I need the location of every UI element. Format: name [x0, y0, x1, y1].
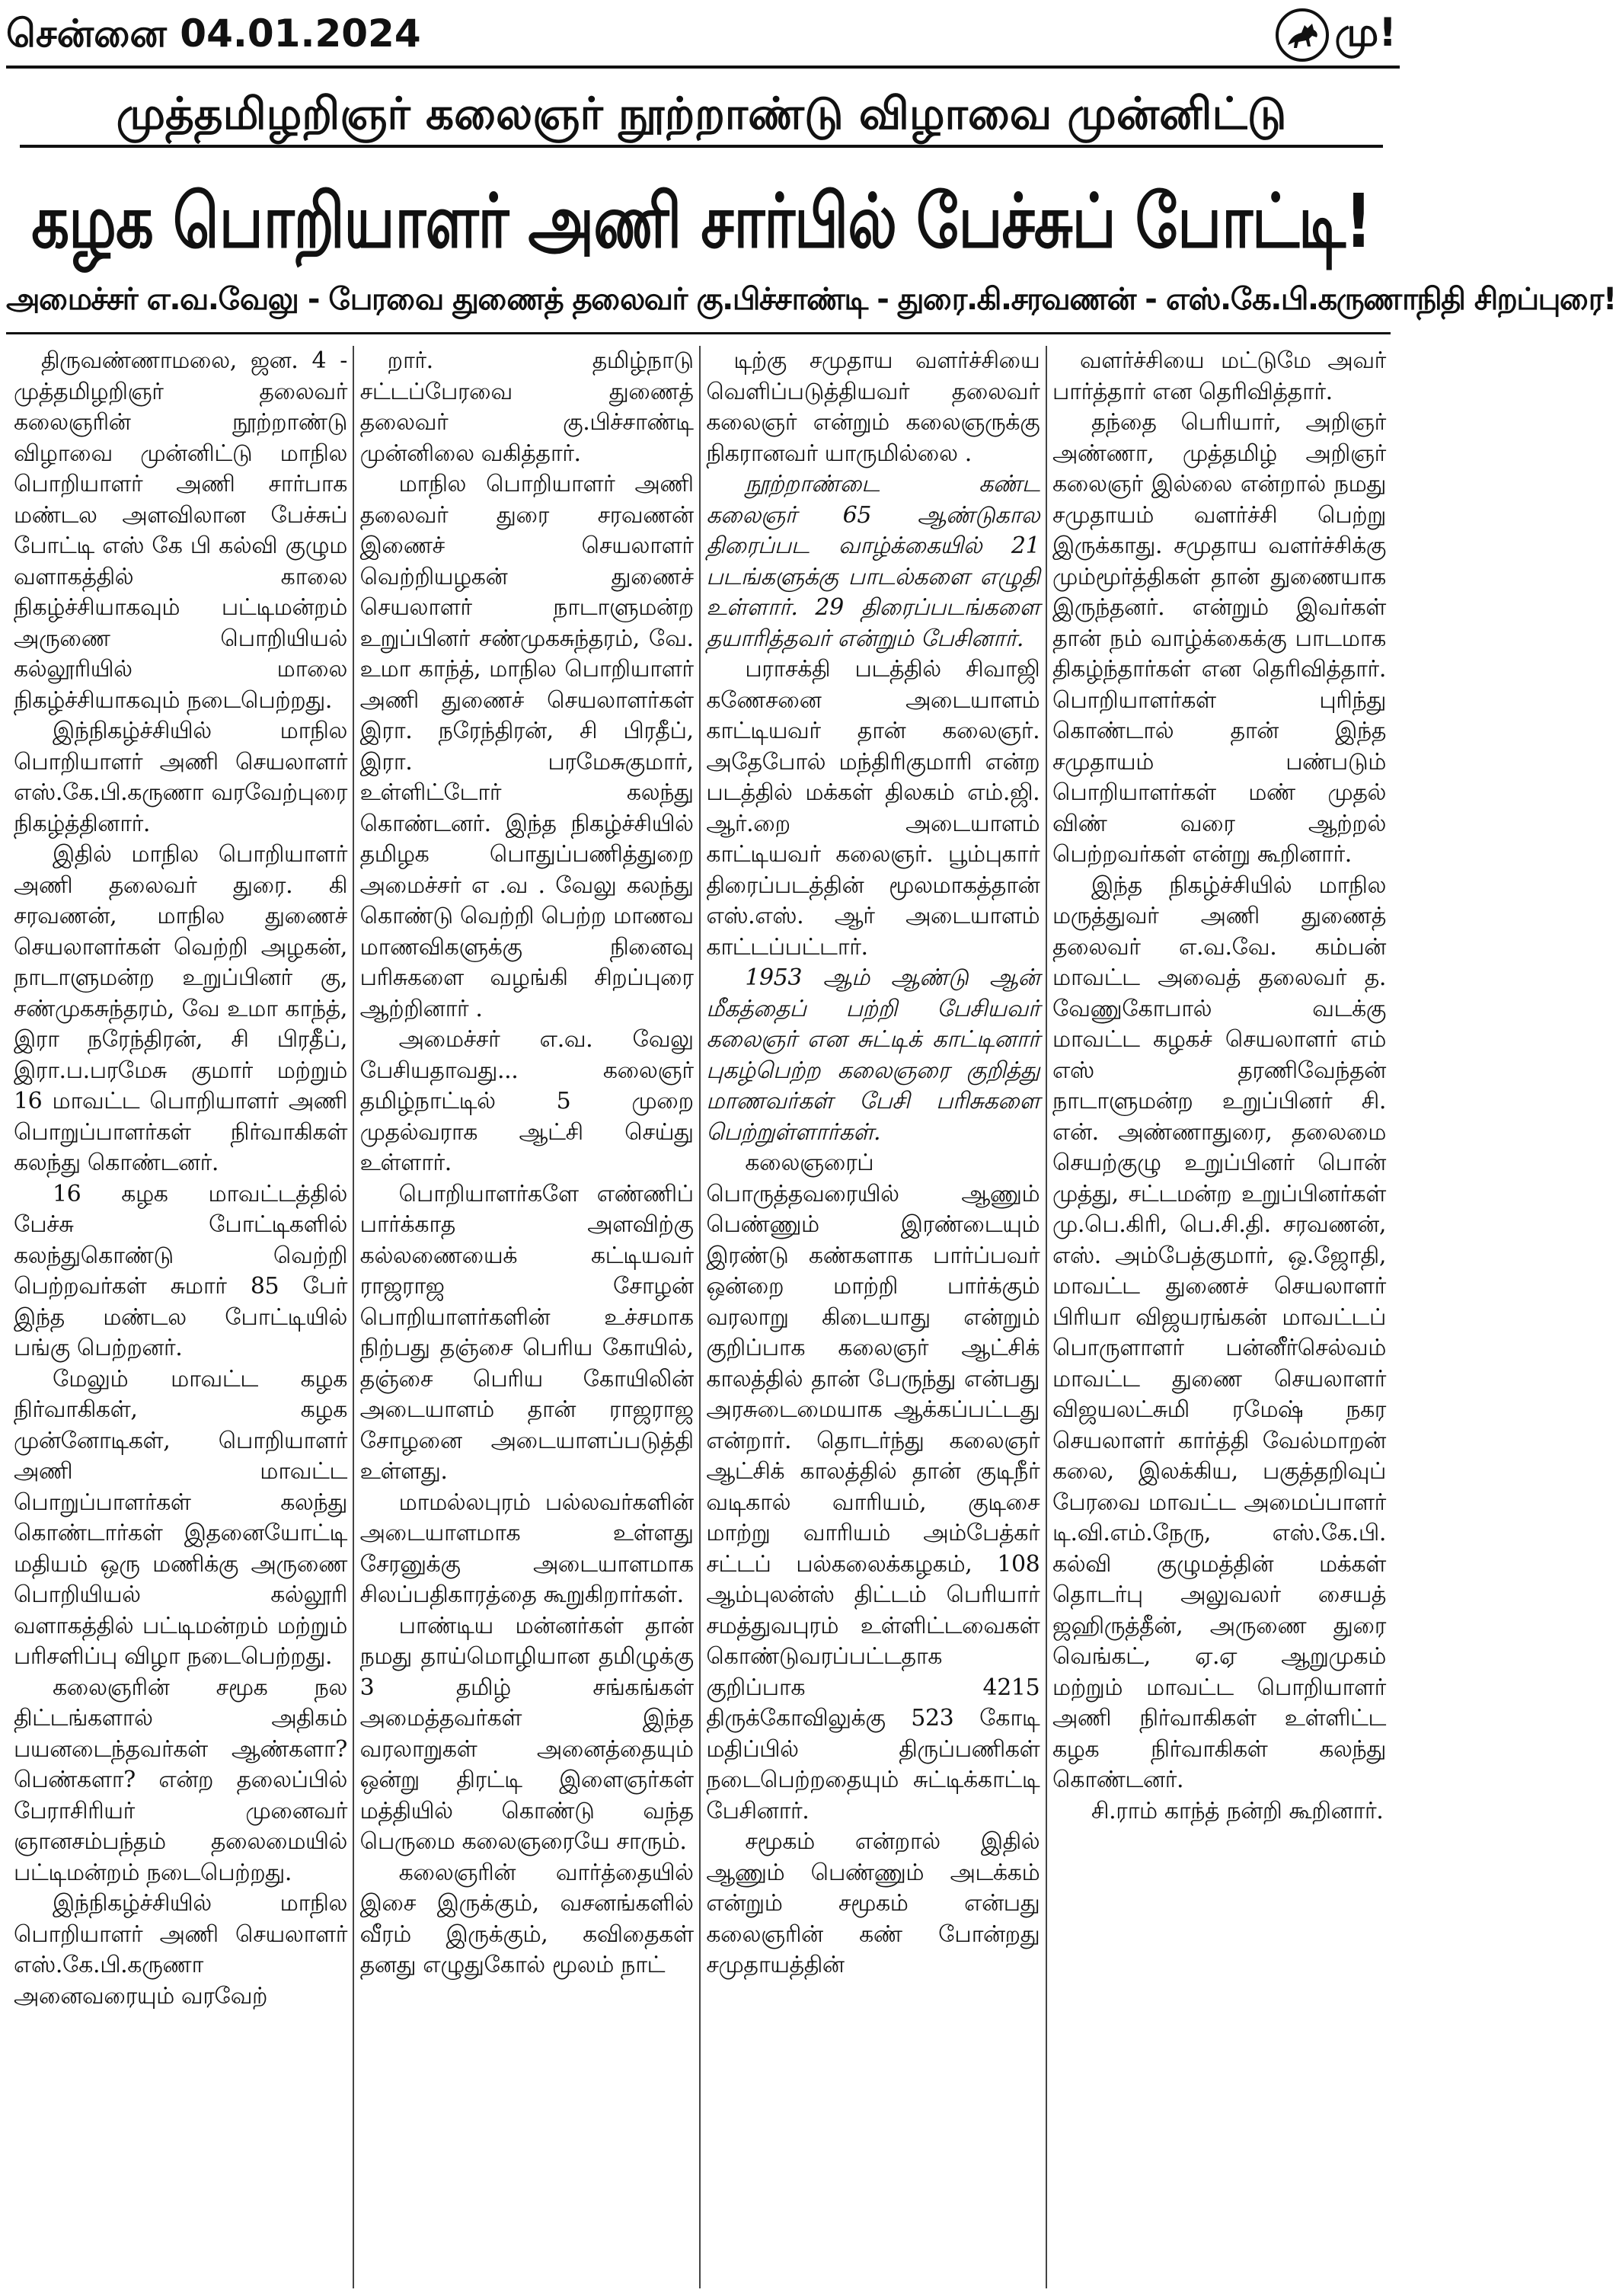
main-headline: கழக பொறியாளர் அணி சார்பில் பேச்சுப் போட்டி!	[31, 179, 1372, 265]
paragraph: தந்தை பெரியார், அறிஞர் அண்ணா, முத்தமிழ் அறிஞர் கலைஞர் இல்லை என்றால் நமது சமுதாயம் வளர்ச்சி பெற்று இருக்காது. சமுதாய வளர்ச்சிக்கு மும்மூர்த்திகள் தான் துணையாக இருந்தனர். என்றும் இவர்கள் தான் நம் வாழ்க்கைக்கு பாடமாக திகழ்ந்தார்கள் என தெரிவித்தார். பொறியாளர்கள் புரிந்து கொண்டால் தான் இந்த சமுதாயம் பண்படும் பொறியாளர்கள் மண் முதல் விண் வரை ஆற்றல் பெற்றவர்கள் என்று கூறினார்.	[1052, 409, 1386, 868]
paragraph: பாண்டிய மன்னர்கள் தான் நமது தாய்மொழியான தமிழுக்கு 3 தமிழ் சங்கங்கள் அமைத்தவர்கள் இந்த வரலாறுகள் அனைத்தையும் ஒன்று திரட்டி இளைஞர்கள் மத்தியில் கொண்டு வந்த பெருமை கலைஞரையே சாரும்.	[359, 1612, 694, 1855]
paragraph: சமூகம் என்றால் இதில் ஆணும் பெண்ணும் அடக்கம் என்றும் சமூகம் என்பது கலைஞரின் கண் போன்றது சமுதாயத்தின்	[706, 1828, 1040, 1978]
article-body	[14, 346, 1386, 2288]
paragraph: 16 கழக மாவட்டத்தில் பேச்சு போட்டிகளில் கலந்துகொண்டு வெற்றி பெற்றவர்கள் சுமார் 85 பேர் இந்த மண்டல போட்டியில் பங்கு பெற்றனர்.	[14, 1180, 347, 1361]
paragraph: பொறியாளர்களே எண்ணிப் பார்க்காத அளவிற்கு கல்லணையைக் கட்டியவர் ராஜராஜ சோழன் பொறியாளர்களின் உச்சமாக நிற்பது தஞ்சை பெரிய கோயில், தஞ்சை பெரிய கோயிலின் அடையாளம் தான் ராஜராஜ சோழனை அடையாளப்படுத்தி உள்ளது.	[359, 1180, 694, 1485]
paragraph: இதில் மாநில பொறியாளர் அணி தலைவர் துரை. கி சரவணன், மாநில துணைச் செயலாளர்கள் வெற்றி அழகன், நாடாளுமன்ற உறுப்பினர் கு, சண்முகசுந்தரம், வே உமா காந்த், இரா நரேந்திரன், சி பிரதீப், இரா.ப.பரமேசு குமார் மற்றும் 16 மாவட்ட பொறியாளர் அணி பொறுப்பாளர்கள் நிர்வாகிகள் கலந்து கொண்டனர்.	[14, 841, 347, 1176]
paragraph: கலைஞரைப் பொருத்தவரையில் ஆணும் பெண்ணும் இரண்டையும் இரண்டு கண்களாக பார்ப்பவர் ஒன்றை மாற்றி பார்க்கும் வரலாறு கிடையாது என்றும் குறிப்பாக கலைஞர் ஆட்சிக் காலத்தில் தான் பேருந்து என்பது அரசுடைமையாக ஆக்கப்பட்டது என்றார். தொடர்ந்து கலைஞர் ஆட்சிக் காலத்தில் தான் குடிநீர் வடிகால் வாரியம், குடிசை மாற்று வாரியம் அம்பேத்கர் சட்டப் பல்கலைக்கழகம், 108 ஆம்புலன்ஸ் திட்டம் பெரியார் சமத்துவபுரம் உள்ளிட்டவைகள் கொண்டுவரப்பட்டதாக குறிப்பாக 4215 திருக்கோவிலுக்கு 523 கோடி மதிப்பில் திருப்பணிகள் நடைபெற்றதையும் சுட்டிக்காட்டி பேசினார்.	[706, 1150, 1040, 1824]
dateline: சென்னை 04.01.2024	[6, 11, 421, 56]
paragraph: திருவண்ணாமலை, ஜன. 4 - முத்தமிழறிஞர் தலைவர் கலைஞரின் நூற்றாண்டு விழாவை முன்னிட்டு மாநில பொறியாளர் அணி சார்பாக மண்டல அளவிலான பேச்சுப் போட்டி எஸ் கே பி கல்வி குழும வளாகத்தில் காலை நிகழ்ச்சியாகவும் பட்டிமன்றம் அருணை பொறியியல் கல்லூரியில் மாலை நிகழ்ச்சியாகவும் நடைபெற்றது.	[14, 347, 347, 714]
paragraph: கலைஞரின் சமூக நல திட்டங்களால் அதிகம் பயனடைந்தவர்கள் ஆண்களா? பெண்களா? என்ற தலைப்பில் பேராசிரியர் முனைவர் ஞானசம்பந்தம் தலைமையில் பட்டிமன்றம் நடைபெற்றது.	[14, 1674, 347, 1886]
paragraph: கலைஞரின் வார்த்தையில் இசை இருக்கும், வசனங்களில் வீரம் இருக்கும், கவிதைகள் தனது எழுதுகோல் மூலம் நாட்	[359, 1859, 694, 1978]
paragraph: அமைச்சர் எ.வ. வேலு பேசியதாவது... கலைஞர் தமிழ்நாட்டில் 5 முறை முதல்வராக ஆட்சி செய்து உள்ளார்.	[359, 1026, 694, 1176]
column-4	[1052, 346, 1386, 2288]
paragraph: இந்த நிகழ்ச்சியில் மாநில மருத்துவர் அணி துணைத் தலைவர் எ.வ.வே. கம்பன் மாவட்ட அவைத் தலைவர் த. வேணுகோபால் வடக்கு மாவட்ட கழகச் செயலாளர் எம் எஸ் தரணிவேந்தன் நாடாளுமன்ற உறுப்பினர் சி. என். அண்ணாதுரை, தலைமை செயற்குழு உறுப்பினர் பொன் முத்து, சட்டமன்ற உறுப்பினர்கள் மு.பெ.கிரி, பெ.சி.தி. சரவணன், எஸ். அம்பேத்குமார், ஒ.ஜோதி, மாவட்ட துணைச் செயலாளர் பிரியா விஜயரங்கன் மாவட்டப் பொருளாளர் பன்னீர்செல்வம் மாவட்ட துணை செயலாளர் விஜயலட்சுமி ரமேஷ் நகர செயலாளர் கார்த்தி வேல்மாறன் கலை, இலக்கிய, பகுத்தறிவுப் பேரவை மாவட்ட அமைப்பாளர் டி.வி.எம்.நேரு, எஸ்.கே.பி. கல்வி குழுமத்தின் மக்கள் தொடர்பு அலுவலர் சையத் ஜஹிருத்தீன், அருணை துரை வெங்கட், ஏ.ஏ ஆறுமுகம் மற்றும் மாவட்ட பொறியாளர் அணி நிர்வாகிகள் உள்ளிட்ட கழக நிர்வாகிகள் கலந்து கொண்டனர்.	[1052, 871, 1386, 1793]
paragraph: நூற்றாண்டை கண்ட கலைஞர் 65 ஆண்டுகால திரைப்பட வாழ்க்கையில் 21 படங்களுக்கு பாடல்களை எழுதி உள்ளார். 29 திரைப்படங்களை தயாரித்தவர் என்றும் பேசினார்.	[706, 471, 1040, 652]
paragraph: இந்நிகழ்ச்சியில் மாநில பொறியாளர் அணி செயலாளர் எஸ்.கே.பி.கருணா வரவேற்புரை நிகழ்த்தினார்.	[14, 718, 347, 837]
subheadline: அமைச்சர் எ.வ.வேலு - பேரவை துணைத் தலைவர் கு.பிச்சாண்டி - துரை.கி.சரவணன் - எஸ்.கே.பி.கருணாநிதி சிறப்புரை!	[6, 282, 1616, 317]
paragraph: றார். தமிழ்நாடு சட்டப்பேரவை துணைத் தலைவர் கு.பிச்சாண்டி முன்னிலை வகித்தார்.	[359, 347, 694, 467]
paragraph: சி.ராம் காந்த் நன்றி கூறினார்.	[1091, 1797, 1384, 1824]
masthead-rule	[6, 66, 1400, 69]
paper-logo	[1276, 6, 1397, 64]
paragraph: 1953 ஆம் ஆண்டு ஆன் மீகத்தைப் பற்றி பேசியவர் கலைஞர் என சுட்டிக் காட்டினார் புகழ்பெற்ற கலைஞரை குறித்து மாணவர்கள் பேசி பரிசுகளை பெற்றுள்ளார்கள்.	[706, 964, 1040, 1146]
column-3	[706, 346, 1040, 2288]
subheadline-rule	[6, 332, 1391, 334]
horse-emblem-icon	[1276, 8, 1329, 62]
paragraph: டிற்கு சமுதாய வளர்ச்சியை வெளிப்படுத்தியவர் தலைவர் கலைஞர் என்றும் கலைஞருக்கு நிகரானவர் யாருமில்லை .	[706, 347, 1040, 467]
column-divider	[353, 346, 354, 2288]
paragraph: வளர்ச்சியை மட்டுமே அவர் பார்த்தார் என தெரிவித்தார்.	[1052, 347, 1386, 405]
paragraph: மாமல்லபுரம் பல்லவர்களின் அடையாளமாக உள்ளது சேரனுக்கு அடையாளமாக சிலப்பதிகாரத்தை கூறுகிறார்கள்.	[359, 1489, 694, 1608]
paragraph: மேலும் மாவட்ட கழக நிர்வாகிகள், கழக முன்னோடிகள், பொறியாளர் அணி மாவட்ட பொறுப்பாளர்கள் கலந்து கொண்டார்கள் இதனையோட்டி மதியம் ஒரு மணிக்கு அருணை பொறியியல் கல்லூரி வளாகத்தில் பட்டிமன்றம் மற்றும் பரிசளிப்பு விழா நடைபெற்றது.	[14, 1365, 347, 1670]
column-divider	[699, 346, 701, 2288]
paragraph: மாநில பொறியாளர் அணி தலைவர் துரை சரவணன் இணைச் செயலாளர் வெற்றியழகன் துணைச் செயலாளர் நாடாளுமன்ற உறுப்பினர் சண்முகசுந்தரம், வே. உமா காந்த், மாநில பொறியாளர் அணி துணைச் செயலாளர்கள் இரா. நரேந்திரன், சி பிரதீப், இரா. பரமேசுகுமார், உள்ளிட்டோர் கலந்து கொண்டனர். இந்த நிகழ்ச்சியில் தமிழக பொதுப்பணித்துறை அமைச்சர் எ .வ . வேலு கலந்து கொண்டு வெற்றி பெற்ற மாணவ மாணவிகளுக்கு நினைவு பரிசுகளை வழங்கி சிறப்புரை ஆற்றினார் .	[359, 471, 694, 1022]
column-divider	[1046, 346, 1047, 2288]
column-1	[14, 346, 347, 2288]
paragraph: இந்நிகழ்ச்சியில் மாநில பொறியாளர் அணி செயலாளர் எஸ்.கே.பி.கருணா அனைவரையும் வரவேற்	[14, 1890, 347, 2010]
kicker-headline: முத்தமிழறிஞர் கலைஞர் நூற்றாண்டு விழாவை முன்னிட்டு	[116, 88, 1287, 139]
logo-text: மு!	[1334, 9, 1397, 56]
kicker-underline	[20, 145, 1383, 148]
masthead	[0, 0, 1400, 73]
paragraph: பராசக்தி படத்தில் சிவாஜி கணேசனை அடையாளம் காட்டியவர் தான் கலைஞர். அதேபோல் மந்திரிகுமாரி என்ற படத்தில் மக்கள் திலகம் எம்.ஜி. ஆர்.றை அடையாளம் காட்டியவர் கலைஞர். பூம்புகார் திரைப்படத்தின் மூலமாகத்தான் எஸ்.எஸ். ஆர் அடையாளம் காட்டப்பட்டார்.	[706, 656, 1040, 961]
column-2	[360, 346, 694, 2288]
